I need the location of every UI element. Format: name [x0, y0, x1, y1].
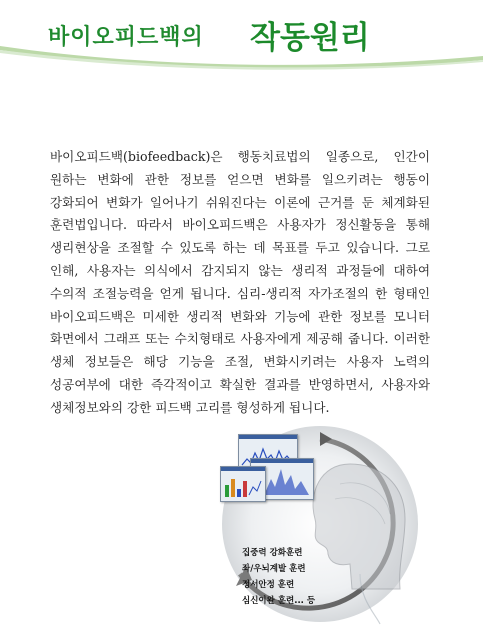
training-item: 심신이완 훈련... 등 — [242, 596, 316, 606]
biofeedback-illustration — [200, 424, 440, 629]
training-item: 집중력 강화훈련 — [242, 548, 303, 558]
training-item: 정서안정 훈련 — [242, 580, 295, 590]
training-list — [242, 545, 315, 609]
body-paragraph: 바이오피드백(biofeedback)은 행동치료법의 일종으로, 인간이 원하는 변화에 관한 정보를 얻으면 변화를 일으키려는 행동이 강화되어 변화가 일어나기 쉬워진다는 이론에 근거를 둔 체계화된 훈련법입니다. 따라서 바이오피드백은 사용자가 정신활동을 통해 생리현상을 조절할 수 있도록 하는 데 목표를 두고 있습니다. 그로 인해, 사용자는 의식에서 감지되지 않는 생리적 과정들에 대하여 수의적 조절능력을 얻게 됩니다. 심리-생리적 자가조절의 한 형태인 바이오피드백은 미세한 생리적 변화와 기능에 관한 정보를 모니터 화면에서 그래프 또는 수치형태로 사용자에게 제공해 줍니다. 이러한 생체 정보들은 해당 기능을 조절, 변화시키려는 사용자 노력의 성공여부에 대한 즉각적이고 확실한 결과를 반영하면서, 사용자와 생체정보와의 강한 피드백 고리를 형성하게 됩니다. — [50, 149, 430, 415]
monitor-screen-front — [220, 466, 266, 502]
page-header — [0, 0, 483, 70]
training-item: 좌/우뇌계발 훈련 — [242, 564, 306, 574]
page-title-prefix: 바이오피드백의 — [48, 25, 204, 50]
page-title-main: 작동원리 — [250, 20, 370, 56]
feedback-loop-graphic — [200, 424, 440, 629]
